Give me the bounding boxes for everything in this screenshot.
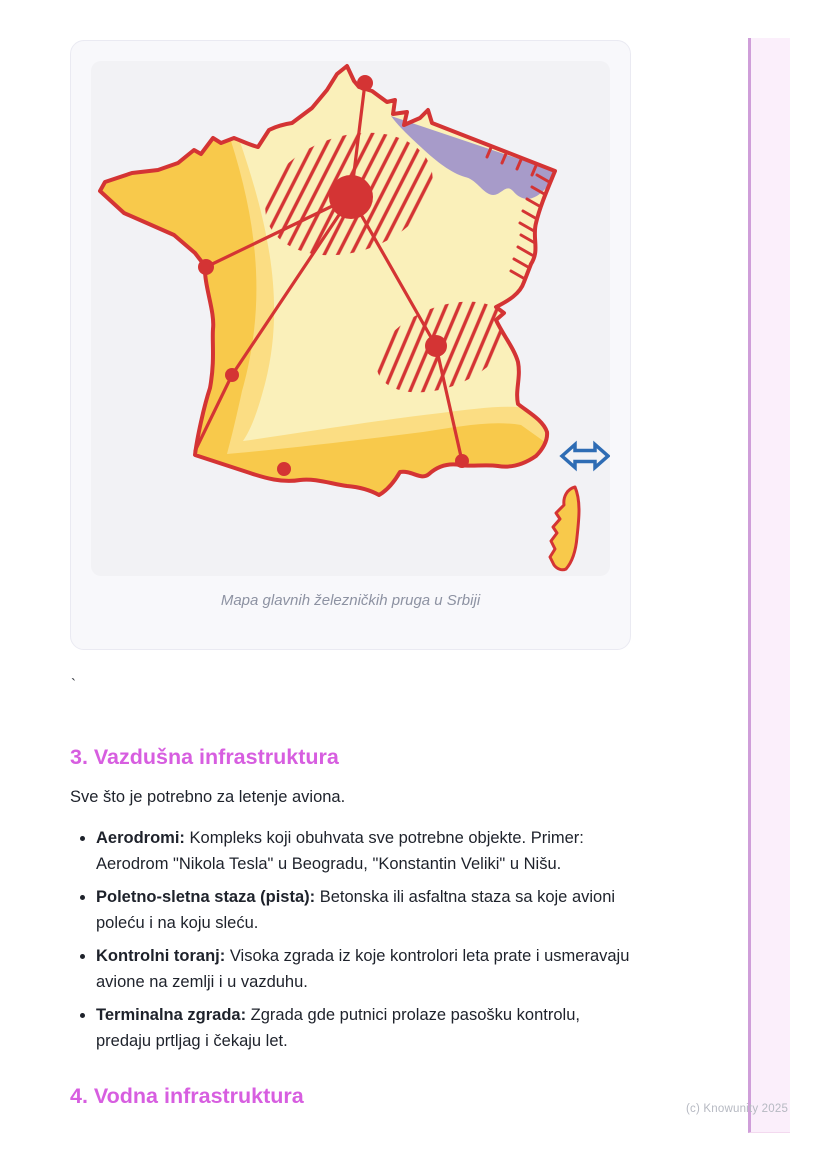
bullet-desc: Kompleks koji obuhvata sve potrebne objekte. Primer: Aerodrom "Nikola Tesla" u Beogradu, "Konstantin Veliki" u Nišu. [96,829,584,873]
double-headed-horizontal-arrow-icon[interactable] [562,445,608,468]
station-dot-south [277,462,291,476]
bullet-desc: Zgrada gde putnici prolaze pasošku kontrolu, predaju prtljag i čekaju let. [96,1006,580,1050]
bullet-desc: Visoka zgrada iz koje kontrolori leta prate i usmeravaju avione na zemlji i u vazduhu. [96,947,630,991]
figure-card [70,40,631,650]
bullet-term: Poletno-sletna staza (pista): [96,888,316,906]
bullet-term: Aerodromi: [96,829,185,847]
station-dot-west [198,259,214,275]
section-heading-water-infrastructure: 4. Vodna infrastruktura [70,1084,304,1108]
bullet-desc: Betonska ili asfaltna staza sa koje avioni poleću i na koju sleću. [96,888,616,932]
bullet-list [70,825,632,1061]
section-heading-air-infrastructure: 3. Vazdušna infrastruktura [70,745,339,769]
bullet-term: Kontrolni toranj: [96,947,226,965]
bullet-term: Terminalna zgrada: [96,1006,247,1024]
station-dot-southwest [225,368,239,382]
france-railway-map-illustration [91,61,610,576]
station-dot-south-coast [455,454,469,468]
station-dot-central-hub [329,175,373,219]
corsica-island [550,487,579,570]
list-item [96,825,632,877]
figure-caption: Mapa glavnih železničkih pruga u Srbiji [220,592,481,609]
stray-backtick-text: ` [71,676,76,693]
section-intro: Sve što je potrebno za letenje aviona. [70,788,346,806]
scrollbar-track[interactable] [748,38,790,1133]
copyright-text: (c) Knowunity 2025 [686,1103,789,1115]
station-dot-north [357,75,373,91]
list-item [96,884,632,936]
map-regions [91,61,610,576]
list-item [96,943,632,995]
list-item [96,1002,632,1054]
figure-image [91,61,610,576]
station-dot-southeast-hub [425,335,447,357]
